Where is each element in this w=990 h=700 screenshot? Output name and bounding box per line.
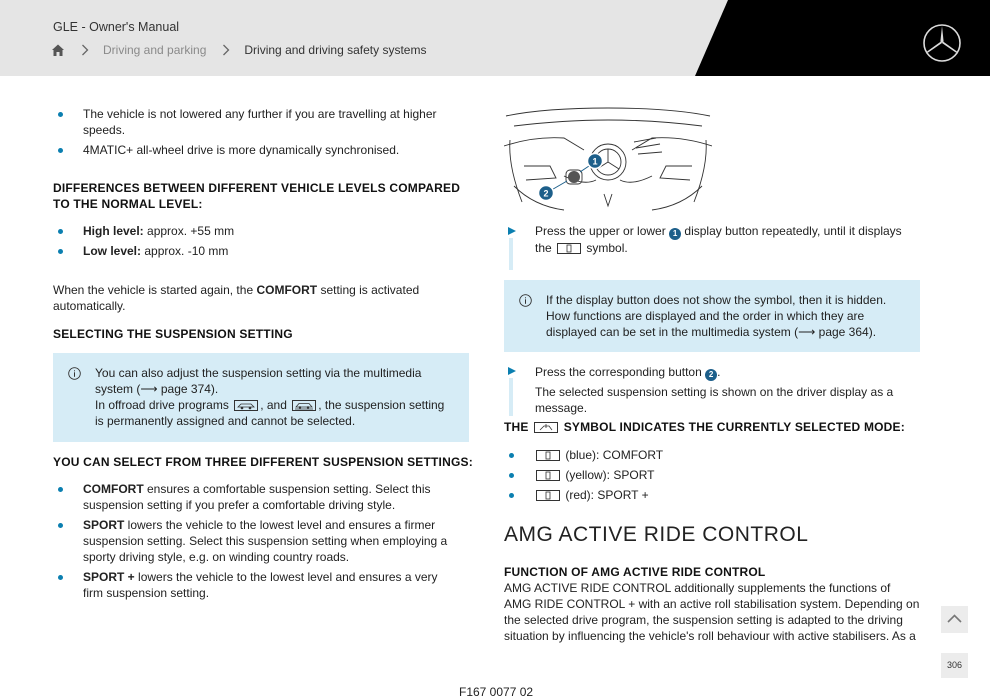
level-label: High level:	[83, 224, 144, 238]
step-press-corresponding-button	[535, 364, 920, 381]
step-press-display-button	[535, 223, 920, 256]
heading-text: THE	[504, 420, 529, 434]
manual-title: GLE - Owner's Manual	[53, 20, 180, 34]
info-icon	[68, 367, 81, 380]
suspension-mode-icon	[534, 422, 558, 433]
info-icon	[519, 294, 532, 307]
settings-list-container	[53, 481, 453, 605]
list-item	[53, 223, 469, 239]
mode-symbol-icon	[536, 450, 560, 461]
setting-label: SPORT +	[83, 570, 135, 584]
selecting-heading: SELECTING THE SUSPENSION SETTING	[53, 327, 293, 341]
list-item	[504, 467, 920, 483]
level-label: Low level:	[83, 244, 142, 258]
intro-list	[53, 106, 469, 158]
info-text-part: , and	[260, 398, 287, 412]
modes-list	[504, 447, 920, 503]
info-box-display-button	[504, 280, 920, 352]
setting-text: lowers the vehicle to the lowest level and ensures a very firm suspension setting.	[83, 570, 438, 600]
suspension-symbol-icon	[557, 243, 581, 254]
info-text: If the display button does not show the symbol, then it is hidden. How functions are displayed and the order in which they are displayed can be set in the multimedia system (⟶ page 364).	[546, 293, 887, 339]
callout-2: 2	[543, 188, 549, 199]
list-item	[53, 481, 453, 513]
step-arrow-icon	[508, 227, 516, 235]
page-number: 306	[941, 653, 968, 678]
mode-symbol-icon	[536, 490, 560, 501]
info-text-part: In offroad drive programs	[95, 398, 229, 412]
paragraph-text: When the vehicle is started again, the	[53, 283, 257, 297]
home-icon[interactable]	[51, 43, 65, 57]
mode-text: (yellow): SPORT	[565, 468, 655, 482]
info-text	[95, 365, 445, 429]
function-heading: FUNCTION OF AMG ACTIVE RIDE CONTROL	[504, 565, 766, 579]
info-line	[95, 397, 445, 429]
heading-text: SYMBOL INDICATES THE CURRENTLY SELECTED MODE:	[563, 420, 905, 434]
paragraph-text: setting is activated automatically.	[53, 283, 420, 313]
chevron-up-icon	[941, 606, 968, 633]
comfort-keyword: COMFORT	[256, 283, 318, 297]
list-item: The vehicle is not lowered any further if you are travelling at higher speeds.	[53, 106, 469, 138]
button-number-badge: 2	[705, 369, 717, 381]
list-item	[53, 517, 453, 565]
button-number-badge: 1	[669, 228, 681, 240]
scroll-to-top-button[interactable]	[941, 606, 968, 633]
mode-text: (blue): COMFORT	[565, 448, 664, 462]
levels-list-container	[53, 223, 469, 263]
breadcrumb-current: Driving and driving safety systems	[244, 43, 427, 57]
list-item	[53, 243, 469, 259]
callout-1: 1	[592, 156, 598, 167]
differences-heading: DIFFERENCES BETWEEN DIFFERENT VEHICLE LEVELS COMPARED TO THE NORMAL LEVEL:	[53, 181, 461, 211]
mercedes-star-logo[interactable]	[922, 23, 962, 63]
mode-symbol-icon	[536, 470, 560, 481]
chevron-right-icon	[222, 44, 230, 56]
three-settings-heading: YOU CAN SELECT FROM THREE DIFFERENT SUSPENSION SETTINGS:	[53, 455, 473, 469]
modes-list-container	[504, 447, 920, 507]
list-item	[504, 487, 920, 503]
info-line: You can also adjust the suspension setting via the multimedia system (⟶ page 374).	[95, 366, 422, 396]
step-text: Press the corresponding button	[535, 365, 702, 379]
section-title: AMG ACTIVE RIDE CONTROL	[504, 523, 809, 546]
breadcrumb	[51, 41, 426, 59]
settings-list	[53, 481, 453, 601]
mode-text: (red): SPORT +	[565, 488, 649, 502]
step-text: display button repeatedly, until it displays the	[535, 224, 902, 255]
steering-wheel-illustration	[504, 106, 712, 214]
step-text: Press the upper or lower	[535, 224, 666, 238]
levels-list	[53, 223, 469, 259]
setting-text: lowers the vehicle to the lowest level and ensures a firmer suspension setting. Select this suspension setting when employing a sporty driving style, e.g. on winding country roads.	[83, 518, 448, 564]
symbol-heading	[504, 419, 924, 435]
chevron-right-icon	[81, 44, 89, 56]
step-arrow-icon	[508, 367, 516, 375]
info-text-part: , the suspension setting is permanently assigned and cannot be selected.	[95, 398, 445, 428]
info-box-multimedia	[53, 353, 469, 442]
list-item: 4MATIC+ all-wheel drive is more dynamically synchronised.	[53, 142, 469, 158]
level-value: approx. -10 mm	[141, 244, 229, 258]
setting-label: SPORT	[83, 518, 125, 532]
list-item	[504, 447, 920, 463]
step-text: .	[717, 365, 721, 379]
setting-text: ensures a comfortable suspension setting. Select this suspension setting if you prefer a comfortable driving style.	[83, 482, 431, 512]
list-item	[53, 569, 453, 601]
figure-code: F167 0077 02	[459, 685, 534, 699]
step-bar	[509, 378, 513, 416]
setting-label: COMFORT	[83, 482, 144, 496]
offroad-program-icon	[234, 400, 258, 411]
comfort-paragraph	[53, 282, 473, 314]
offroad-plus-program-icon	[292, 400, 316, 411]
step-bar	[509, 238, 513, 270]
level-value: approx. +55 mm	[143, 224, 235, 238]
function-paragraph: AMG ACTIVE RIDE CONTROL additionally supplements the functions of AMG RIDE CONTROL + with an active roll stabilisation system. Depending on the selected drive program, the suspension setting is adapted to the driving situation by influencing the vehicle's roll behaviour with active stabilisers. As a	[504, 581, 920, 643]
step-text: symbol.	[586, 241, 628, 255]
step-result: The selected suspension setting is shown on the driver display as a message.	[535, 385, 894, 415]
breadcrumb-link-driving-parking[interactable]: Driving and parking	[103, 43, 207, 57]
intro-list-container	[53, 106, 469, 162]
